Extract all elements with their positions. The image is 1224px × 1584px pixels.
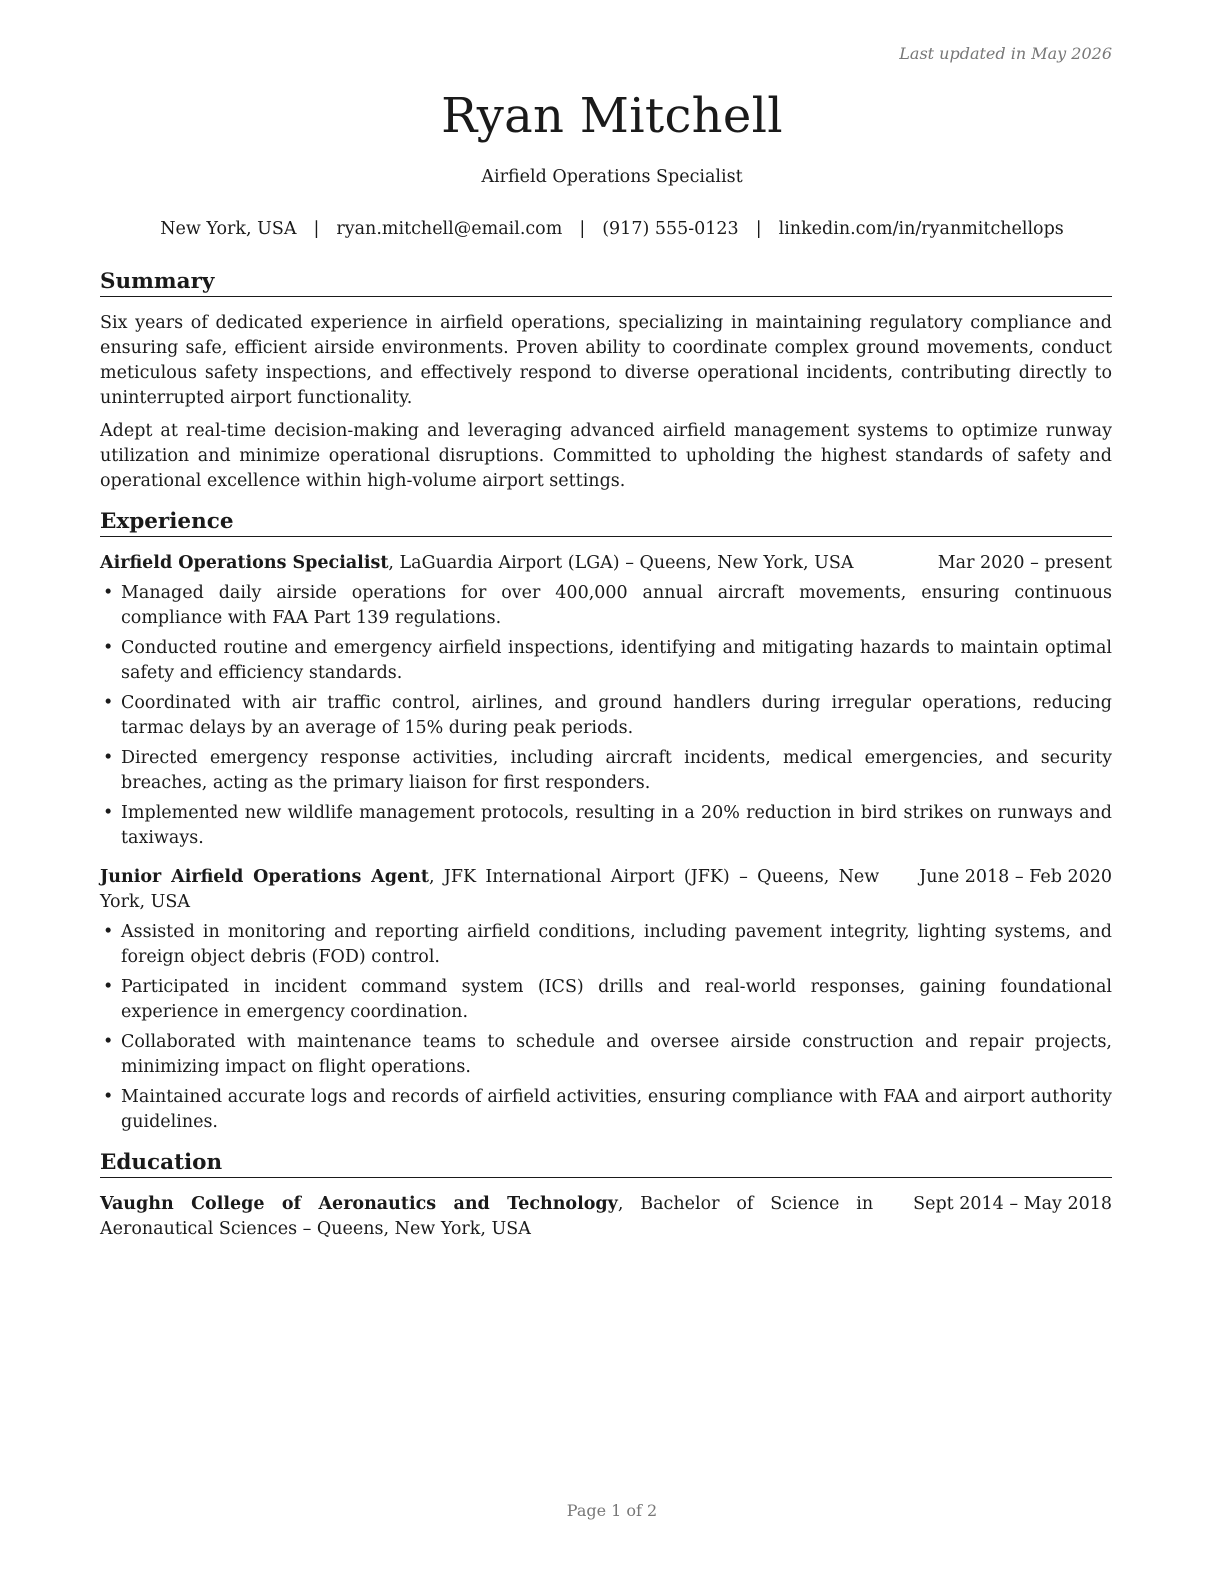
education-entry-heading [100, 1192, 913, 1242]
job-dates: Mar 2020 – present [937, 553, 1112, 573]
list-item [100, 920, 1112, 970]
job-bullets [100, 581, 1112, 851]
last-updated: Last updated in May 2026 [899, 44, 1112, 63]
bullet-icon: • [103, 1087, 114, 1107]
list-item [100, 1085, 1112, 1135]
education-section [100, 1149, 1112, 1242]
resume-body [100, 268, 1112, 1242]
list-item [100, 975, 1112, 1025]
summary-paragraph: Adept at real-time decision-making and leveraging advanced airfield management systems to optimize runway utilization and minimize operational disruptions. Committed to upholding the highest standards of safety and operational excellence within high-volume airport settings. [100, 421, 1112, 491]
education-entry-header [100, 1192, 1112, 1242]
bullet-icon: • [103, 803, 114, 823]
list-item [100, 691, 1112, 741]
degree-details: , Bachelor of Science in Aeronautical Sciences – Queens, New York, USA [100, 1194, 874, 1239]
bullet-text: Assisted in monitoring and reporting airfield conditions, including pavement integrity, lighting systems, and foreign object debris (FOD) control. [121, 922, 1112, 967]
bullet-icon: • [103, 693, 114, 713]
bullet-text: Coordinated with air traffic control, airlines, and ground handlers during irregular operations, reducing tarmac delays by an average of 15% during peak periods. [121, 693, 1112, 738]
education-dates: Sept 2014 – May 2018 [913, 1194, 1112, 1214]
bullet-text: Maintained accurate logs and records of airfield activities, ensuring compliance with FAA and airport authority guidelines. [121, 1087, 1112, 1132]
job-bullets [100, 920, 1112, 1135]
bullet-text: Participated in incident command system (ICS) drills and real-world responses, gaining foundational experience in emergency coordination. [121, 977, 1112, 1022]
contact-phone[interactable]: (917) 555-0123 [602, 219, 739, 239]
bullet-icon: • [103, 748, 114, 768]
school-name: Vaughn College of Aeronautics and Technology [100, 1194, 618, 1214]
list-item [100, 636, 1112, 686]
experience-entry-header [100, 865, 1112, 915]
bullet-text: Managed daily airside operations for over 400,000 annual aircraft movements, ensuring continuous compliance with FAA Part 139 regulations. [121, 583, 1112, 628]
job-employer: , JFK International Airport (JFK) – Queens, New York, USA [100, 867, 880, 912]
bullet-icon: • [103, 977, 114, 997]
summary-heading: Summary [100, 268, 1112, 297]
bullet-icon: • [103, 922, 114, 942]
bullet-text: Directed emergency response activities, including aircraft incidents, medical emergencies, and security breaches, acting as the primary liaison for first responders. [121, 748, 1112, 793]
candidate-name: Ryan Mitchell [441, 88, 783, 144]
experience-section [100, 508, 1112, 1135]
contact-separator: | [755, 219, 762, 239]
list-item [100, 581, 1112, 631]
list-item [100, 746, 1112, 796]
bullet-icon: • [103, 583, 114, 603]
summary-paragraph: Six years of dedicated experience in airfield operations, specializing in maintaining regulatory compliance and ensuring safe, efficient airside environments. Proven ability to coordinate complex ground movements, conduct meticulous safety inspections, and effectively respond to diverse operational incidents, contributing directly to uninterrupted airport functionality. [100, 313, 1112, 408]
candidate-title: Airfield Operations Specialist [481, 167, 743, 187]
page-number: Page 1 of 2 [566, 1501, 658, 1520]
job-role: Junior Airfield Operations Agent [100, 867, 429, 887]
bullet-icon: • [103, 638, 114, 658]
list-item [100, 1030, 1112, 1080]
experience-entry-header [100, 551, 1112, 576]
bullet-text: Collaborated with maintenance teams to schedule and oversee airside construction and repair projects, minimizing impact on flight operations. [121, 1032, 1112, 1077]
experience-entry-heading [100, 551, 938, 576]
contact-line [0, 219, 1224, 239]
experience-entry [100, 865, 1112, 1135]
contact-location: New York, USA [160, 219, 297, 239]
list-item [100, 801, 1112, 851]
job-role: Airfield Operations Specialist [100, 553, 389, 573]
summary-text [100, 311, 1112, 494]
experience-heading: Experience [100, 508, 1112, 537]
education-heading: Education [100, 1149, 1112, 1178]
bullet-icon: • [103, 1032, 114, 1052]
contact-email[interactable]: ryan.mitchell@email.com [336, 219, 563, 239]
bullet-text: Conducted routine and emergency airfield inspections, identifying and mitigating hazards to maintain optimal safety and efficiency standards. [121, 638, 1112, 683]
contact-linkedin[interactable]: linkedin.com/in/ryanmitchellops [778, 219, 1064, 239]
contact-separator: | [579, 219, 586, 239]
contact-separator: | [313, 219, 320, 239]
summary-section [100, 268, 1112, 494]
education-entry [100, 1192, 1112, 1242]
job-dates: June 2018 – Feb 2020 [919, 867, 1112, 887]
bullet-text: Implemented new wildlife management protocols, resulting in a 20% reduction in bird strikes on runways and taxiways. [121, 803, 1112, 848]
experience-entry-heading [100, 865, 919, 915]
experience-entry [100, 551, 1112, 851]
job-employer: , LaGuardia Airport (LGA) – Queens, New York, USA [388, 553, 854, 573]
